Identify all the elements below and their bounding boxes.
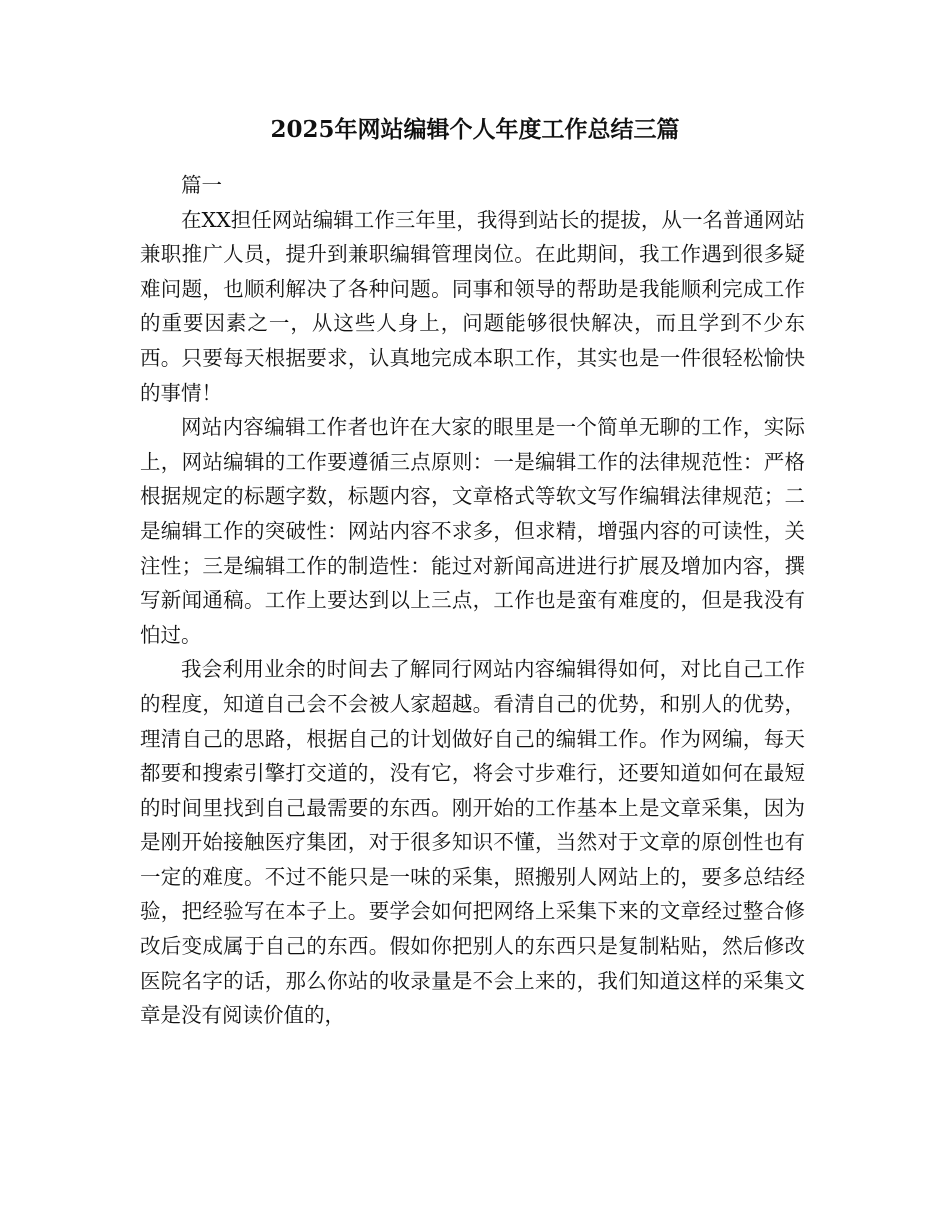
paragraph-3: 我会利用业余的时间去了解同行网站内容编辑得如何，对比自己工作的程度，知道自己会不会被人家超越。看清自己的优势，和别人的优势，理清自己的思路，根据自己的计划做好自己的编辑工作。作为网编，每天都要和搜索引擎打交道的，没有它，将会寸步难行，还要知道如何在最短的时间里找到自己最需要的东西。刚开始的工作基本上是文章采集，因为是刚开始接触医疗集团，对于很多知识不懂，当然对于文章的原创性也有一定的难度。不过不能只是一味的采集，照搬别人网站上的，要多总结经验，把经验写在本子上。要学会如何把网络上采集下来的文章经过整合修改后变成属于自己的东西。假如你把别人的东西只是复制粘贴，然后修改医院名字的话，那么你站的收录量是不会上来的，我们知道这样的采集文章是没有阅读价值的，: [140, 657, 805, 1028]
section-heading: 篇一: [181, 173, 222, 197]
paragraph-2: 网站内容编辑工作者也许在大家的眼里是一个简单无聊的工作，实际上，网站编辑的工作要遵循三点原则：一是编辑工作的法律规范性：严格根据规定的标题字数，标题内容，文章格式等软文写作编辑法律规范；二是编辑工作的突破性：网站内容不求多，但求精，增强内容的可读性，关注性；三是编辑工作的制造性：能过对新闻高进进行扩展及增加内容，撰写新闻通稿。工作上要达到以上三点，工作也是蛮有难度的，但是我没有怕过。: [140, 415, 805, 647]
document-title: 2025年网站编辑个人年度工作总结三篇: [270, 116, 680, 143]
document-body: [140, 168, 805, 1033]
paragraph-1: 在XX担任网站编辑工作三年里，我得到站长的提拔，从一名普通网站兼职推广人员，提升到兼职编辑管理岗位。在此期间，我工作遇到很多疑难问题，也顺利解决了各种问题。同事和领导的帮助是我能顺利完成工作的重要因素之一，从这些人身上，问题能够很快解决，而且学到不少东西。只要每天根据要求，认真地完成本职工作，其实也是一件很轻松愉快的事情！: [140, 207, 805, 405]
